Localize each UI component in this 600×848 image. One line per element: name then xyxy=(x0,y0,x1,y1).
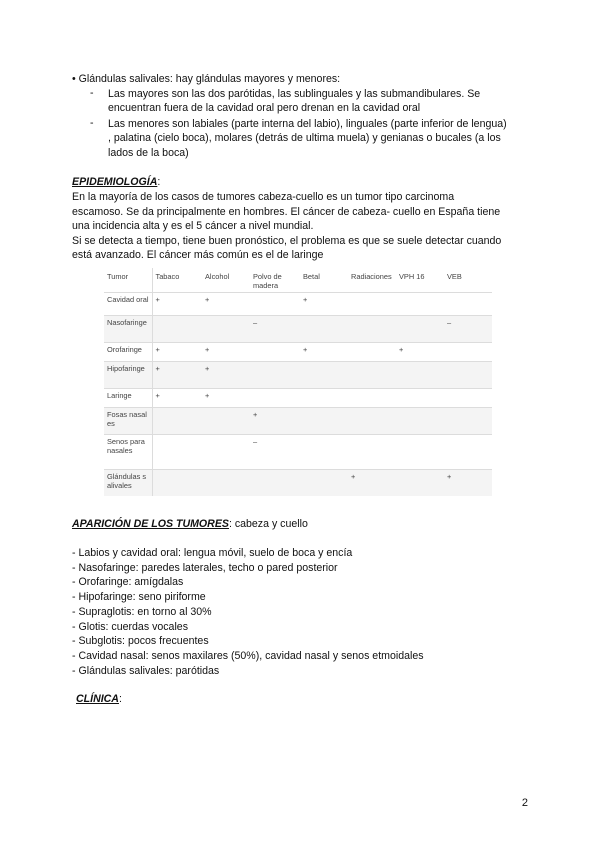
table-row xyxy=(104,362,492,389)
risk-factor-cell xyxy=(152,408,202,435)
aparicion-list-item: - Labios y cavidad oral: lengua móvil, suelo de boca y encía xyxy=(72,547,353,559)
salivales-item2-line2: , palatina (cielo boca), molares (detrás de ultima muela) y genianas o bucales (a los xyxy=(108,132,501,144)
risk-factor-cell xyxy=(444,293,492,316)
risk-factor-cell xyxy=(202,435,250,470)
table-header-cell: VEB xyxy=(447,272,462,281)
table-header-cell: Alcohol xyxy=(205,272,230,281)
epidemiologia-heading: EPIDEMIOLOGÍA xyxy=(72,176,158,188)
aparicion-suffix: : cabeza y cuello xyxy=(228,518,308,530)
tumor-name-cell: Senos paranasales xyxy=(104,435,152,470)
table-header-cell: Radiaciones xyxy=(351,272,392,281)
risk-factor-cell xyxy=(444,362,492,389)
table-row xyxy=(104,343,492,362)
aparicion-list-item: - Hipofaringe: seno piriforme xyxy=(72,591,206,604)
aparicion-list-item: - Nasofaringe: paredes laterales, techo o pared posterior xyxy=(72,561,338,574)
clinica-heading: CLÍNICA xyxy=(76,693,119,705)
risk-factor-cell xyxy=(300,435,348,470)
risk-factor-cell xyxy=(348,408,396,435)
epidemiologia-heading-wrap xyxy=(72,176,160,188)
tumor-name-cell: Glándulas salivales xyxy=(104,470,152,497)
risk-factor-cell: + xyxy=(300,293,348,316)
risk-factor-table xyxy=(104,268,492,496)
risk-factor-cell xyxy=(444,343,492,362)
risk-factor-cell xyxy=(396,316,444,343)
aparicion-list-item: - Glotis: cuerdas vocales xyxy=(72,620,188,633)
salivales-item2-line3: lados de la boca) xyxy=(108,147,189,159)
risk-factor-cell xyxy=(348,343,396,362)
epidemiologia-line3: una incidencia alta y es el 5 cáncer a nivel mundial. xyxy=(72,220,314,232)
risk-factor-cell: – xyxy=(250,435,300,470)
tumor-name-cell: Laringe xyxy=(104,389,152,408)
risk-factor-cell xyxy=(300,408,348,435)
risk-factor-cell: + xyxy=(152,362,202,389)
list-dash: - xyxy=(90,117,94,129)
table-header-cell: Polvo de madera xyxy=(253,272,282,290)
aparicion-list-item: - Cavidad nasal: senos maxilares (50%), cavidad nasal y senos etmoidales xyxy=(72,649,424,662)
risk-factor-cell: + xyxy=(444,470,492,497)
salivales-item2-line1: Las menores son labiales (parte interna del labio), linguales (parte inferior de lengua) xyxy=(108,118,507,130)
risk-factor-cell xyxy=(152,435,202,470)
risk-factor-cell xyxy=(348,362,396,389)
table-row xyxy=(104,316,492,343)
aparicion-heading: APARICIÓN DE LOS TUMORES xyxy=(72,518,229,530)
risk-factor-cell xyxy=(396,435,444,470)
tumor-name-cell: Fosas nasales xyxy=(104,408,152,435)
risk-factor-cell xyxy=(396,389,444,408)
table-row xyxy=(104,408,492,435)
table-header-cell: VPH 16 xyxy=(399,272,425,281)
risk-factor-cell xyxy=(250,362,300,389)
tumor-name-cell: Hipofaringe xyxy=(104,362,152,389)
risk-factor-cell xyxy=(250,389,300,408)
table-header-row xyxy=(104,268,492,293)
risk-factor-cell xyxy=(202,470,250,497)
tumor-name-cell: Cavidad oral xyxy=(104,293,152,316)
risk-factor-cell xyxy=(396,362,444,389)
risk-factor-cell: – xyxy=(444,316,492,343)
risk-factor-cell: + xyxy=(396,343,444,362)
tumor-name-cell: Orofaringe xyxy=(104,343,152,362)
aparicion-list-item: - Orofaringe: amígdalas xyxy=(72,576,184,589)
risk-factor-cell xyxy=(396,470,444,497)
aparicion-list-item: - Glándulas salivales: parótidas xyxy=(72,664,220,677)
epidemiologia-colon: : xyxy=(157,176,161,188)
risk-factor-cell: + xyxy=(300,343,348,362)
risk-factor-cell xyxy=(202,408,250,435)
risk-factor-cell xyxy=(300,470,348,497)
table-header-cell: Tabaco xyxy=(152,268,202,293)
risk-factor-cell xyxy=(152,316,202,343)
risk-factor-cell xyxy=(250,470,300,497)
salivales-item1-line1: Las mayores son las dos parótidas, las sublinguales y las submandibulares. Se xyxy=(108,88,481,100)
risk-factor-cell: + xyxy=(202,362,250,389)
aparicion-heading-wrap xyxy=(72,518,308,530)
table-header-cell: Tumor xyxy=(107,272,129,281)
risk-factor-cell xyxy=(250,293,300,316)
tumor-name-cell: Nasofaringe xyxy=(104,316,152,343)
salivales-item1-line2: encuentran fuera de la cavidad oral pero drenan en la cavidad oral xyxy=(108,102,421,114)
risk-factor-cell xyxy=(152,470,202,497)
list-dash: - xyxy=(90,87,94,99)
risk-factor-cell: + xyxy=(348,470,396,497)
table-row xyxy=(104,470,492,497)
risk-factor-cell xyxy=(444,389,492,408)
risk-factor-cell: – xyxy=(250,316,300,343)
risk-factor-cell: + xyxy=(152,293,202,316)
risk-factor-cell: + xyxy=(202,293,250,316)
risk-factor-cell xyxy=(396,293,444,316)
risk-factor-cell xyxy=(250,343,300,362)
risk-factor-cell xyxy=(348,316,396,343)
risk-factor-cell xyxy=(300,362,348,389)
risk-factor-cell xyxy=(348,293,396,316)
risk-factor-cell xyxy=(348,435,396,470)
clinica-heading-wrap xyxy=(76,693,122,705)
risk-factor-cell: + xyxy=(152,389,202,408)
risk-factor-cell xyxy=(444,435,492,470)
epidemiologia-line2: escamoso. Se da principalmente en hombres. El cáncer de cabeza- cuello en España tiene xyxy=(72,206,501,218)
clinica-colon: : xyxy=(118,693,122,705)
table-header-cell: Betal xyxy=(303,272,320,281)
page-number: 2 xyxy=(521,797,528,809)
risk-factor-cell xyxy=(202,316,250,343)
epidemiologia-line4: Si se detecta a tiempo, tiene buen pronóstico, el problema es que se suele detectar cuando xyxy=(72,235,502,247)
aparicion-list-item: - Supraglotis: en torno al 30% xyxy=(72,605,212,618)
table-row xyxy=(104,389,492,408)
epidemiologia-line5: está avanzado. El cáncer más común es el de laringe xyxy=(72,249,324,261)
risk-factor-cell: + xyxy=(202,343,250,362)
table-row xyxy=(104,293,492,316)
risk-factor-cell xyxy=(444,408,492,435)
risk-factor-cell: + xyxy=(202,389,250,408)
risk-factor-cell xyxy=(348,389,396,408)
risk-factor-cell xyxy=(300,316,348,343)
risk-factor-cell: + xyxy=(250,408,300,435)
epidemiologia-line1: En la mayoría de los casos de tumores cabeza-cuello es un tumor tipo carcinoma xyxy=(72,191,455,203)
risk-factor-cell xyxy=(396,408,444,435)
risk-factor-cell xyxy=(300,389,348,408)
aparicion-list-item: - Subglotis: pocos frecuentes xyxy=(72,635,209,648)
salivales-bullet: • Glándulas salivales: hay glándulas mayores y menores: xyxy=(72,73,341,85)
risk-factor-cell: + xyxy=(152,343,202,362)
table-row xyxy=(104,435,492,470)
